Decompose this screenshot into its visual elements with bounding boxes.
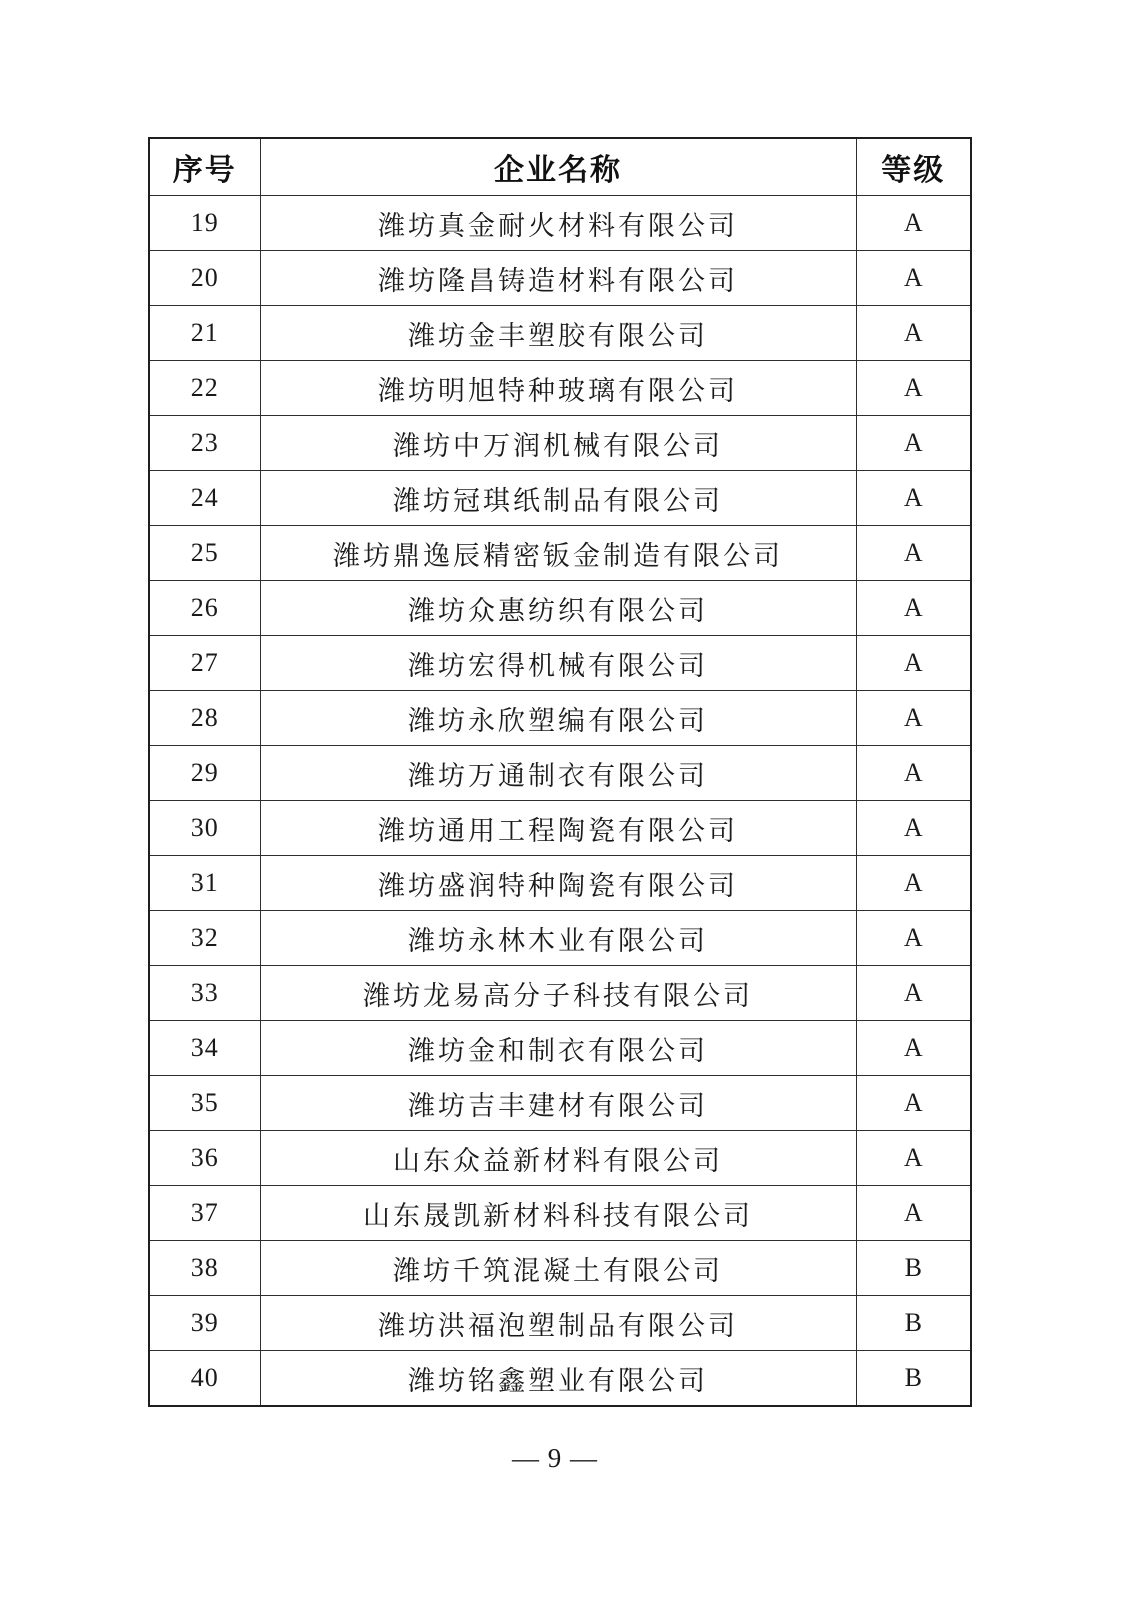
table-row [149,1351,971,1407]
grade-cell: A [856,1131,971,1186]
table-row [149,911,971,966]
grade-cell: A [856,471,971,526]
company-name-cell: 山东众益新材料有限公司 [260,1131,856,1186]
company-name-cell: 潍坊宏得机械有限公司 [260,636,856,691]
company-name-cell: 潍坊鼎逸辰精密钣金制造有限公司 [260,526,856,581]
serial-number-cell: 21 [149,306,260,361]
company-name-cell: 潍坊千筑混凝土有限公司 [260,1241,856,1296]
grade-cell: A [856,1186,971,1241]
company-name-cell: 潍坊隆昌铸造材料有限公司 [260,251,856,306]
page-number: — 9 — [512,1443,598,1473]
serial-number-cell: 22 [149,361,260,416]
table-row [149,416,971,471]
serial-number-cell: 19 [149,196,260,251]
table-row [149,966,971,1021]
grade-cell: A [856,416,971,471]
table-row [149,526,971,581]
company-name-cell: 潍坊金和制衣有限公司 [260,1021,856,1076]
table-row [149,801,971,856]
serial-number-cell: 20 [149,251,260,306]
company-grade-table [148,137,972,1407]
header-row [149,138,971,196]
grade-cell: A [856,361,971,416]
table-row [149,636,971,691]
company-name-cell: 潍坊众惠纺织有限公司 [260,581,856,636]
table-row [149,746,971,801]
company-name-cell: 潍坊永欣塑编有限公司 [260,691,856,746]
serial-number-cell: 23 [149,416,260,471]
grade-cell: A [856,856,971,911]
grade-cell: A [856,306,971,361]
table-row [149,361,971,416]
grade-cell: B [856,1241,971,1296]
serial-number-cell: 33 [149,966,260,1021]
company-name-cell: 潍坊冠琪纸制品有限公司 [260,471,856,526]
table-header [149,138,971,196]
company-name-cell: 潍坊通用工程陶瓷有限公司 [260,801,856,856]
table-row [149,1186,971,1241]
serial-number-cell: 35 [149,1076,260,1131]
grade-cell: A [856,636,971,691]
serial-number-cell: 36 [149,1131,260,1186]
grade-cell: A [856,251,971,306]
serial-number-cell: 31 [149,856,260,911]
company-name-cell: 潍坊龙易高分子科技有限公司 [260,966,856,1021]
company-name-cell: 山东晟凯新材料科技有限公司 [260,1186,856,1241]
company-name-cell: 潍坊洪福泡塑制品有限公司 [260,1296,856,1351]
table-row [149,856,971,911]
table-body [149,196,971,1407]
table-row [149,691,971,746]
serial-number-cell: 40 [149,1351,260,1407]
grade-cell: A [856,196,971,251]
company-name-cell: 潍坊永林木业有限公司 [260,911,856,966]
grade-cell: B [856,1296,971,1351]
company-name-cell: 潍坊盛润特种陶瓷有限公司 [260,856,856,911]
table-row [149,251,971,306]
company-name-cell: 潍坊真金耐火材料有限公司 [260,196,856,251]
table-row [149,1021,971,1076]
company-name-cell: 潍坊金丰塑胶有限公司 [260,306,856,361]
serial-number-cell: 26 [149,581,260,636]
table-row [149,1131,971,1186]
serial-number-cell: 29 [149,746,260,801]
grade-cell: A [856,581,971,636]
table-row [149,1076,971,1131]
serial-number-cell: 38 [149,1241,260,1296]
grade-cell: A [856,526,971,581]
table-row [149,1296,971,1351]
serial-number-cell: 39 [149,1296,260,1351]
grade-cell: A [856,966,971,1021]
table-row [149,306,971,361]
serial-number-cell: 27 [149,636,260,691]
grade-cell: A [856,746,971,801]
serial-number-cell: 30 [149,801,260,856]
serial-number-cell: 34 [149,1021,260,1076]
grade-cell: A [856,1076,971,1131]
grade-cell: A [856,911,971,966]
grade-cell: B [856,1351,971,1407]
header-serial-number: 序号 [149,138,260,196]
serial-number-cell: 25 [149,526,260,581]
company-name-cell: 潍坊铭鑫塑业有限公司 [260,1351,856,1407]
grade-cell: A [856,801,971,856]
company-name-cell: 潍坊中万润机械有限公司 [260,416,856,471]
serial-number-cell: 24 [149,471,260,526]
grade-cell: A [856,1021,971,1076]
table-row [149,581,971,636]
serial-number-cell: 28 [149,691,260,746]
header-grade: 等级 [856,138,971,196]
header-company-name: 企业名称 [260,138,856,196]
table-row [149,196,971,251]
company-name-cell: 潍坊万通制衣有限公司 [260,746,856,801]
grade-cell: A [856,691,971,746]
company-name-cell: 潍坊吉丰建材有限公司 [260,1076,856,1131]
serial-number-cell: 32 [149,911,260,966]
table-row [149,471,971,526]
serial-number-cell: 37 [149,1186,260,1241]
table-row [149,1241,971,1296]
company-name-cell: 潍坊明旭特种玻璃有限公司 [260,361,856,416]
